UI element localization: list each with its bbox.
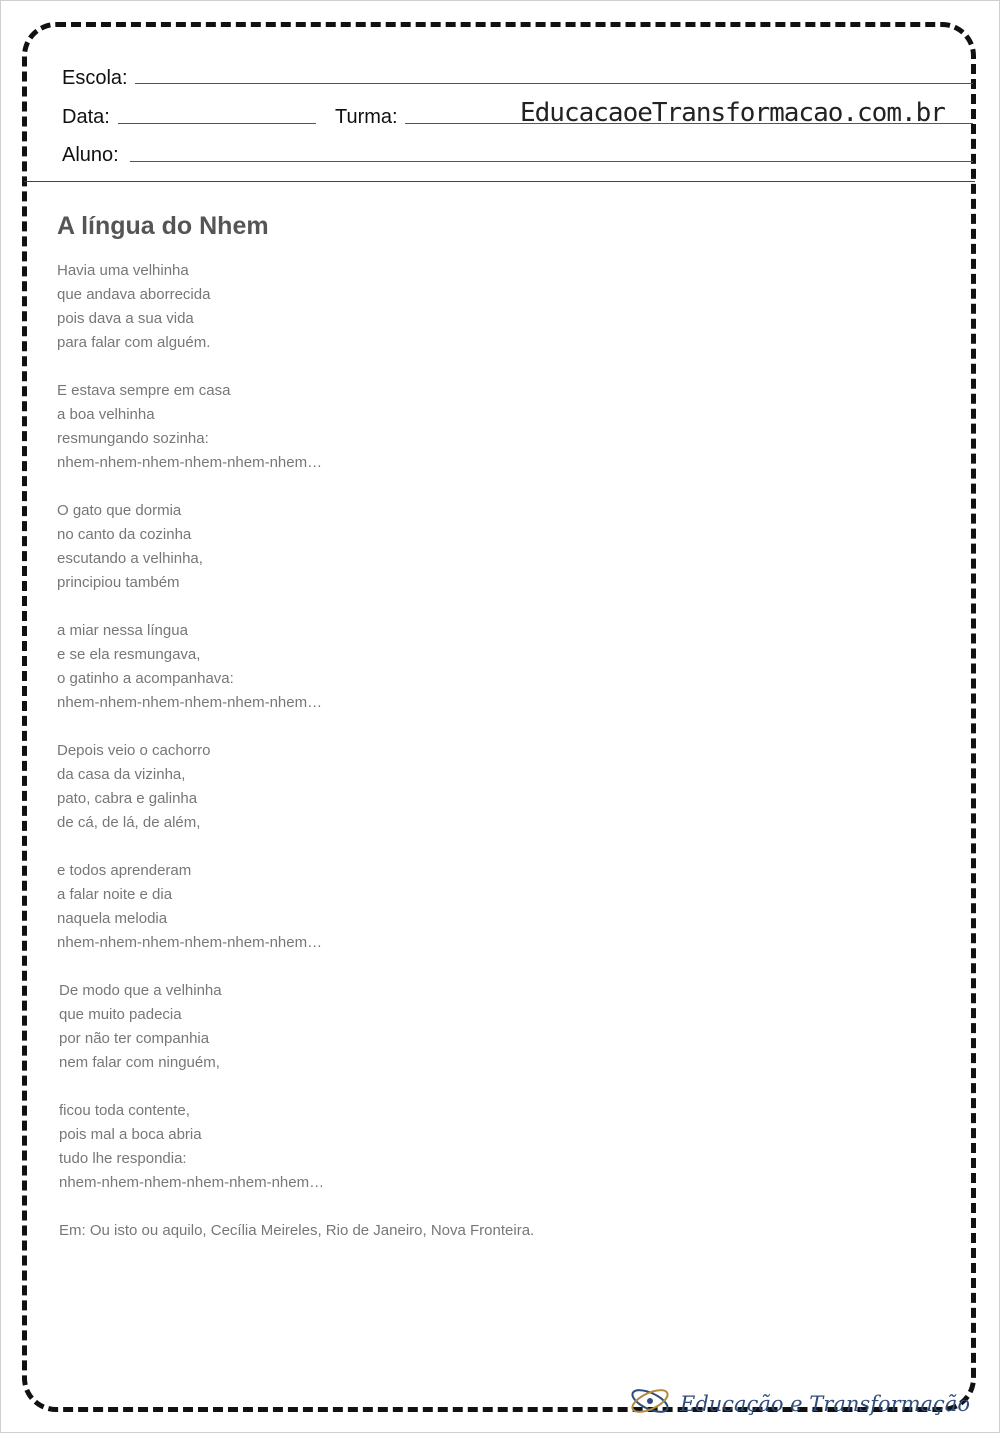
stanza xyxy=(57,259,917,355)
poem-line: nhem-nhem-nhem-nhem-nhem-nhem… xyxy=(59,1174,325,1191)
turma-label: Turma: xyxy=(335,106,398,128)
poem-line: principiou também xyxy=(57,574,180,591)
poem-line: nhem-nhem-nhem-nhem-nhem-nhem… xyxy=(57,934,323,951)
site-watermark: EducacaoeTransformacao.com.br xyxy=(520,98,945,128)
stanza xyxy=(57,619,917,715)
poem-line: a miar nessa língua xyxy=(57,622,188,639)
data-field[interactable] xyxy=(118,123,316,124)
poem-line: que muito padecia xyxy=(59,1006,182,1023)
poem-line: tudo lhe respondia: xyxy=(59,1150,187,1167)
poem-line: nhem-nhem-nhem-nhem-nhem-nhem… xyxy=(57,454,323,471)
poem-line: da casa da vizinha, xyxy=(57,766,186,783)
poem-line: e todos aprenderam xyxy=(57,862,192,879)
stanza xyxy=(57,859,917,955)
stanza xyxy=(57,739,917,835)
logo-text: Educação e Transformação xyxy=(680,1391,970,1416)
orbit-logo-icon xyxy=(628,1385,672,1422)
poem-line: naquela melodia xyxy=(57,910,168,927)
poem-line: a falar noite e dia xyxy=(57,886,173,903)
poem-source: Em: Ou isto ou aquilo, Cecília Meireles, Rio de Janeiro, Nova Fronteira. xyxy=(59,1222,535,1239)
poem-line: resmungando sozinha: xyxy=(57,430,209,447)
header-separator xyxy=(24,181,975,182)
poem-line: escutando a velhinha, xyxy=(57,550,203,567)
poem-body xyxy=(57,259,917,1243)
aluno-field[interactable] xyxy=(130,161,973,162)
data-label: Data: xyxy=(62,106,110,128)
poem-line: por não ter companhia xyxy=(59,1030,210,1047)
poem-line: o gatinho a acompanhava: xyxy=(57,670,234,687)
poem-line: e se ela resmungava, xyxy=(57,646,201,663)
stanza xyxy=(57,499,917,595)
footer-logo xyxy=(628,1385,970,1422)
poem-line: Havia uma velhinha xyxy=(57,262,189,279)
poem-line: que andava aborrecida xyxy=(57,286,211,303)
stanza xyxy=(59,1099,917,1195)
poem-line: nem falar com ninguém, xyxy=(59,1054,220,1071)
poem-line: a boa velhinha xyxy=(57,406,155,423)
stanza xyxy=(57,379,917,475)
poem-line: pato, cabra e galinha xyxy=(57,790,198,807)
poem-title: A língua do Nhem xyxy=(57,212,269,240)
poem-line: De modo que a velhinha xyxy=(59,982,222,999)
poem-line: para falar com alguém. xyxy=(57,334,211,351)
poem-line: pois dava a sua vida xyxy=(57,310,194,327)
poem-line: ficou toda contente, xyxy=(59,1102,190,1119)
poem-line: Depois veio o cachorro xyxy=(57,742,211,759)
poem-line: no canto da cozinha xyxy=(57,526,192,543)
poem-line: pois mal a boca abria xyxy=(59,1126,202,1143)
escola-label: Escola: xyxy=(62,67,128,89)
poem-line: O gato que dormia xyxy=(57,502,182,519)
poem-line: E estava sempre em casa xyxy=(57,382,231,399)
stanza xyxy=(59,979,917,1075)
escola-field[interactable] xyxy=(135,83,973,84)
poem-line: de cá, de lá, de além, xyxy=(57,814,201,831)
aluno-label: Aluno: xyxy=(62,144,119,166)
poem-line: nhem-nhem-nhem-nhem-nhem-nhem… xyxy=(57,694,323,711)
